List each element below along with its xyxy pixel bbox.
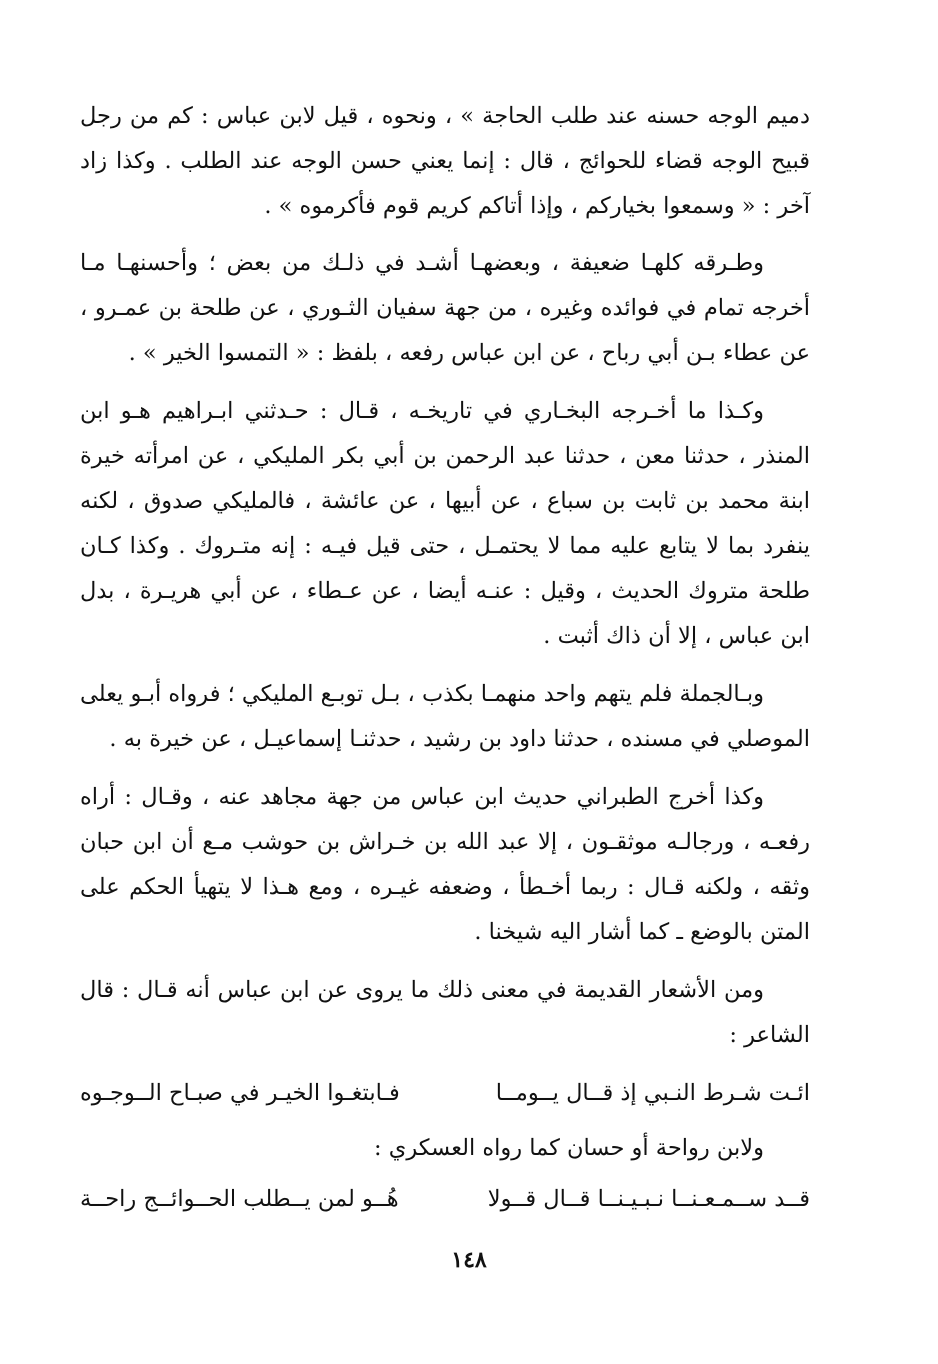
verse-2: [80, 1177, 810, 1222]
verse-2-intro: ولابن رواحة أو حسان كما رواه العسكري :: [374, 1135, 764, 1161]
verse-1-second-hemistich: فـابتغـوا الخيـر في صبـاح الــوجـوه: [80, 1080, 400, 1106]
paragraph-2: وطـرقه كلهـا ضعيفة ، وبعضهـا أشـد في ذلـك من بعض ؛ وأحسنهـا مـا أخرجه تمام في فوائده وغيره ، من جهة سفيان الثـوري ، عن طلحة بن عمـرو ، عن عطاء بـن أبي رباح ، عن ابن عباس رفعه ، بلفظ : « التمسوا الخير » .: [80, 250, 810, 366]
verse-2-first-hemistich: قــد ســمـعـنــا نـبـيـنــا قــال قــولا: [487, 1186, 810, 1212]
paragraph-1: دميم الوجه حسنه عند طلب الحاجة » ، ونحوه ، قيل لابن عباس : كم من رجل قبيح الوجه قضاء للحوائج ، قال : إنما يعني حسن الوجه عند الطلب . وكذا زاد آخر : « وسمعوا بخياركم ، وإذا أتاكم كريم قوم فأكرموه » .: [80, 103, 810, 219]
verse-1-first-hemistich: ائـت شـرط النـبي إذ قــال يــومــا: [495, 1080, 810, 1106]
page-body: [80, 94, 810, 1232]
paragraph-4: وبـالجملة فلم يتهم واحد منهمـا بكذب ، بـل توبـع المليكي ؛ فرواه أبـو يعلى الموصلي في مسنده ، حدثنا داود بن رشيد ، حدثنـا إسماعيـل ، عن خيرة به .: [80, 681, 810, 752]
paragraph-5: وكذا أخرج الطبراني حديث ابن عباس من جهة مجاهد عنه ، وقـال : أراه رفعـه ، ورجالـه موثقـون ، إلا عبد الله بن خـراش بن حوشب مـع أن ابن حبان وثقه ، ولكنه قـال : ربما أخـطأ ، وضعفه غيـره ، ومع هـذا لا يتهيأ الحكم على المتن بالوضع ـ كما أشار اليه شيخنا .: [80, 784, 810, 945]
verse-1: [80, 1071, 810, 1116]
page-number: ١٤٨: [451, 1247, 487, 1273]
paragraph-3: وكـذا ما أخـرجه البخـاري في تاريخـه ، قـال : حـدثني ابـراهيم هـو ابن المنذر ، حدثنا معن ، حدثنا عبد الرحمن بن أبي بكر المليكي ، عن امرأته خيرة ابنة محمد بن ثابت بن سباع ، عن أبيها ، عن عائشة ، فالمليكي صدوق ، لكنه ينفرد بما لا يتابع عليه مما لا يحتمـل ، حتى قيل فيـه : إنه متـروك . وكذا كـان طلحة متروك الحديث ، وقيل : عنـه أيضا ، عن عـطاء ، عن أبي هريـرة ، بدل ابن عباس ، إلا أن ذاك أثبت .: [80, 398, 810, 649]
verse-2-second-hemistich: هُــو لمن يــطلب الحــوائــج راحــة: [80, 1186, 399, 1212]
paragraph-6: ومن الأشعار القديمة في معنى ذلك ما يروى عن ابن عباس أنه قـال : قال الشاعر :: [80, 977, 810, 1048]
